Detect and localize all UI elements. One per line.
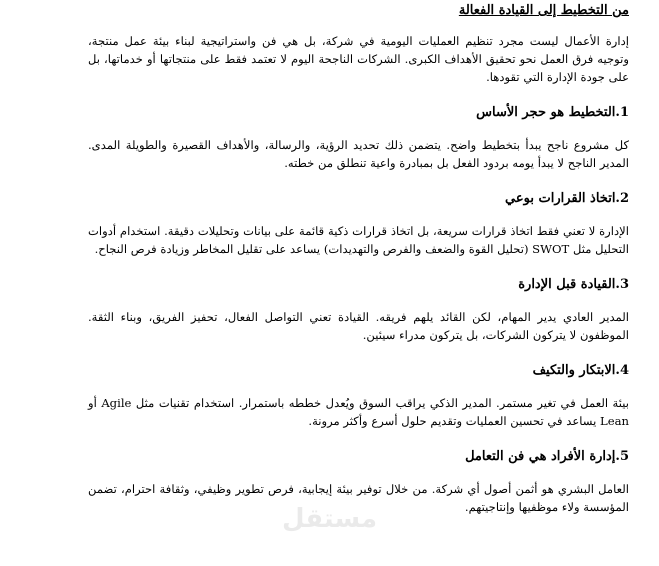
section-heading-people: 5.إدارة الأفراد هي فن التعامل bbox=[465, 449, 629, 464]
section-heading-innovation: 4.الابتكار والتكيف bbox=[532, 363, 629, 378]
section-heading-leadership: 3.القيادة قبل الإدارة bbox=[518, 277, 629, 292]
section-body-planning: كل مشروع ناجح يبدأ بتخطيط واضح. يتضمن ذلك تحديد الرؤية، والرسالة، والأهداف القصيرة والطويلة المدى. المدير الناجح لا يبدأ يومه بردود الفعل بل بمبادرة واعية تنطلق من خطته. bbox=[88, 138, 629, 170]
section-heading-decisions: 2.اتخاذ القرارات بوعي bbox=[505, 191, 629, 206]
section-body-innovation: بيئة العمل في تغير مستمر. المدير الذكي يراقب السوق ويُعدل خططه باستمرار. استخدام تقنيات مثل Agile أو Lean يساعد في تحسين العمليات وتقديم حلول أسرع وأكثر مرونة. bbox=[88, 396, 629, 428]
section-body-people: العامل البشري هو أثمن أصول أي شركة. من خلال توفير بيئة إيجابية، فرص تطوير وظيفي، وثقافة احترام، تضمن المؤسسة ولاء موظفيها وإنتاجيتهم. bbox=[88, 482, 629, 514]
section-body-leadership: المدير العادي يدير المهام، لكن القائد يلهم فريقه. القيادة تعني التواصل الفعال، تحفيز الفريق، وبناء الثقة. الموظفون لا يتركون الشركات، بل يتركون مدراء سيئين. bbox=[88, 310, 629, 342]
document-body bbox=[88, 2, 629, 516]
document-title: من التخطيط إلى القيادة الفعالة bbox=[458, 3, 629, 18]
watermark-logo: مستقل bbox=[282, 504, 378, 534]
section-heading-planning: 1.التخطيط هو حجر الأساس bbox=[476, 105, 629, 120]
section-body-decisions: الإدارة لا تعني فقط اتخاذ قرارات سريعة، بل اتخاذ قرارات ذكية قائمة على بيانات وتحليلات دقيقة. استخدام أدوات التحليل مثل SWOT (تحليل القوة والضعف والفرص والتهديدات) يساعد على تقليل المخاطر وزيادة فرص النجاح. bbox=[88, 224, 629, 256]
intro-paragraph: إدارة الأعمال ليست مجرد تنظيم العمليات اليومية في شركة، بل هي فن واستراتيجية لبناء بيئة عمل منتجة، وتوجيه فرق العمل نحو تحقيق الأهداف الكبرى. الشركات الناجحة اليوم لا تعتمد فقط على منتجاتها أو خدماتها، بل على جودة الإدارة التي تقودها. bbox=[88, 34, 629, 84]
